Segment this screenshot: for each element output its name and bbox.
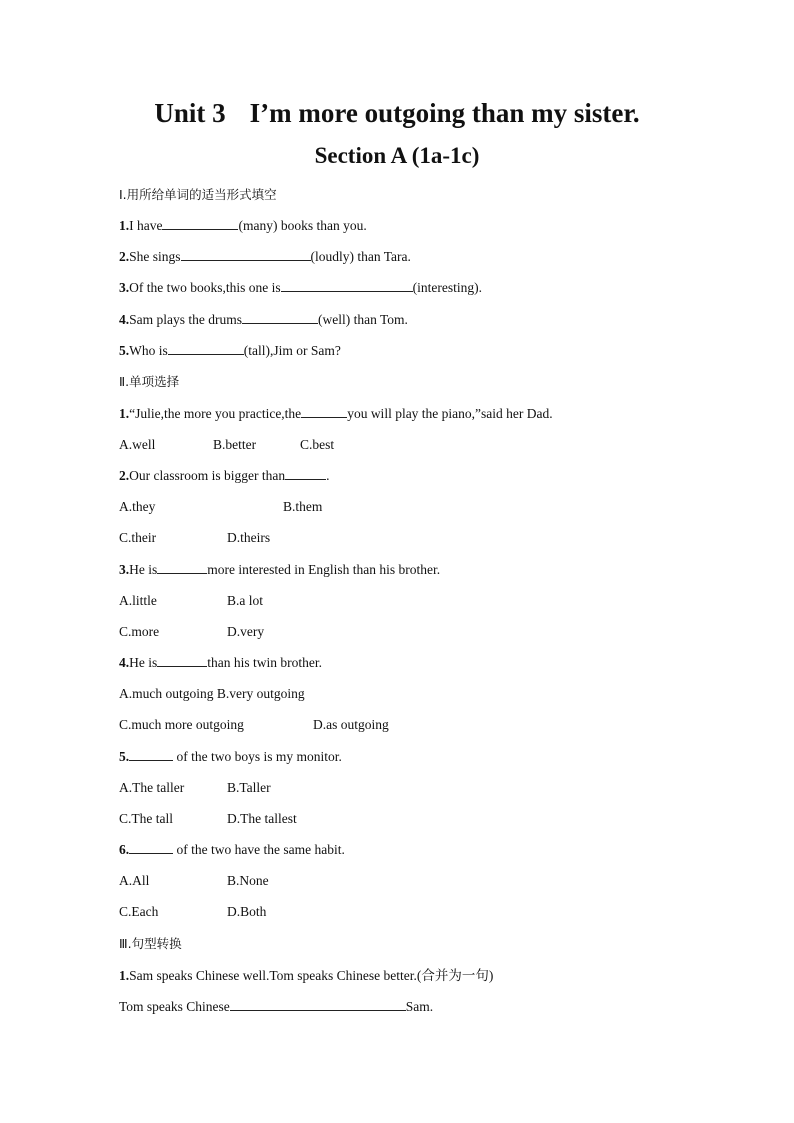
option-c[interactable]: C.The tall [119, 811, 173, 826]
item-text-after: (loudly) than Tara. [310, 249, 411, 264]
item-number: 4. [119, 312, 130, 327]
answer-blank[interactable] [301, 405, 347, 418]
item-number: 2. [119, 249, 130, 264]
option-a[interactable]: A.All [119, 873, 150, 888]
answer-blank[interactable] [242, 311, 318, 324]
part2-question-3 [119, 561, 440, 579]
option-b[interactable]: B.a lot [227, 593, 263, 608]
option-c[interactable]: C.their [119, 530, 157, 545]
option-b[interactable]: B.None [227, 873, 269, 888]
option-c[interactable]: C.Each [119, 904, 159, 919]
question-text-after: . [326, 468, 330, 483]
question-number: 6. [119, 842, 130, 857]
part2-question-2 [119, 467, 329, 485]
item-text-after: (many) books than you. [238, 218, 367, 233]
option-a[interactable]: A.well [119, 437, 156, 452]
question-number: 3. [119, 562, 130, 577]
question-number: 2. [119, 468, 130, 483]
item-text-before: Of the two books,this one is [129, 280, 281, 295]
question-text-after: than his twin brother. [207, 655, 322, 670]
part2-heading: Ⅱ.单项选择 [119, 374, 180, 389]
answer-blank[interactable] [157, 654, 207, 667]
item-number: 3. [119, 280, 130, 295]
option-d[interactable]: D.The tallest [227, 811, 297, 826]
part2-question-5 [119, 748, 342, 766]
option-c[interactable]: C.best [300, 437, 335, 452]
question-number: 1. [119, 406, 130, 421]
part2-question-1 [119, 405, 553, 423]
option-d[interactable]: D.Both [227, 904, 267, 919]
question-text-after: you will play the piano,”said her Dad. [347, 406, 553, 421]
item-text-after: (interesting). [412, 280, 482, 295]
item-text-after: (tall),Jim or Sam? [243, 343, 341, 358]
answer-text-before: Tom speaks Chinese [119, 999, 230, 1014]
item-number: 1. [119, 218, 130, 233]
option-d[interactable]: D.theirs [227, 530, 271, 545]
item-text-before: Sam plays the drums [129, 312, 242, 327]
part3-answer-line [119, 998, 433, 1016]
option-b[interactable]: B.better [213, 437, 257, 452]
option-b[interactable]: B.Taller [227, 780, 271, 795]
option-a[interactable]: A.little [119, 593, 157, 608]
part1-item-1 [119, 217, 367, 235]
answer-blank[interactable] [281, 279, 413, 292]
part3-heading: Ⅲ.句型转换 [119, 936, 182, 951]
answer-blank[interactable] [157, 561, 207, 574]
option-a[interactable]: A.The taller [119, 780, 185, 795]
option-c[interactable]: C.much more outgoing [119, 717, 244, 732]
part1-item-4 [119, 311, 408, 329]
question-number: 1. [119, 968, 130, 983]
question-text-after: of the two boys is my monitor. [173, 749, 342, 764]
option-a[interactable]: A.they [119, 499, 156, 514]
answer-blank[interactable] [162, 217, 238, 230]
unit-title [0, 98, 794, 129]
question-text-after: more interested in English than his brother. [207, 562, 441, 577]
answer-blank[interactable] [168, 342, 244, 355]
option-b[interactable]: B.them [283, 499, 323, 514]
part1-item-3 [119, 279, 482, 297]
item-number: 5. [119, 343, 130, 358]
option-d[interactable]: D.very [227, 624, 265, 639]
question-text-before: He is [129, 655, 158, 670]
unit-sentence: I’m more outgoing than my sister. [249, 98, 640, 128]
question-text-before: He is [129, 562, 158, 577]
item-text-before: Who is [129, 343, 168, 358]
item-text-before: She sings [129, 249, 181, 264]
part3-question-1 [119, 967, 493, 985]
item-text-after: (well) than Tom. [318, 312, 408, 327]
part2-question-6 [119, 841, 345, 859]
option-a-b[interactable]: A.much outgoing B.very outgoing [119, 686, 305, 701]
part1-item-2 [119, 248, 411, 266]
section-title: Section A (1a-1c) [314, 143, 480, 168]
option-c[interactable]: C.more [119, 624, 160, 639]
answer-blank[interactable] [129, 841, 173, 854]
answer-blank[interactable] [230, 998, 406, 1011]
question-text: Sam speaks Chinese well.Tom speaks Chinese better.(合并为一句) [129, 968, 494, 983]
part2-question-4 [119, 654, 322, 672]
item-text-before: I have [129, 218, 163, 233]
part1-heading: Ⅰ.用所给单词的适当形式填空 [119, 187, 277, 202]
question-text-before: “Julie,the more you practice,the [129, 406, 302, 421]
answer-blank[interactable] [285, 467, 326, 480]
question-number: 5. [119, 749, 130, 764]
option-d[interactable]: D.as outgoing [313, 717, 389, 732]
answer-text-after: Sam. [405, 999, 434, 1014]
question-text-before: Our classroom is bigger than [129, 468, 286, 483]
part1-item-5 [119, 342, 341, 360]
answer-blank[interactable] [181, 248, 311, 261]
question-number: 4. [119, 655, 130, 670]
question-text-after: of the two have the same habit. [173, 842, 345, 857]
answer-blank[interactable] [129, 748, 173, 761]
unit-label: Unit 3 [154, 98, 226, 128]
